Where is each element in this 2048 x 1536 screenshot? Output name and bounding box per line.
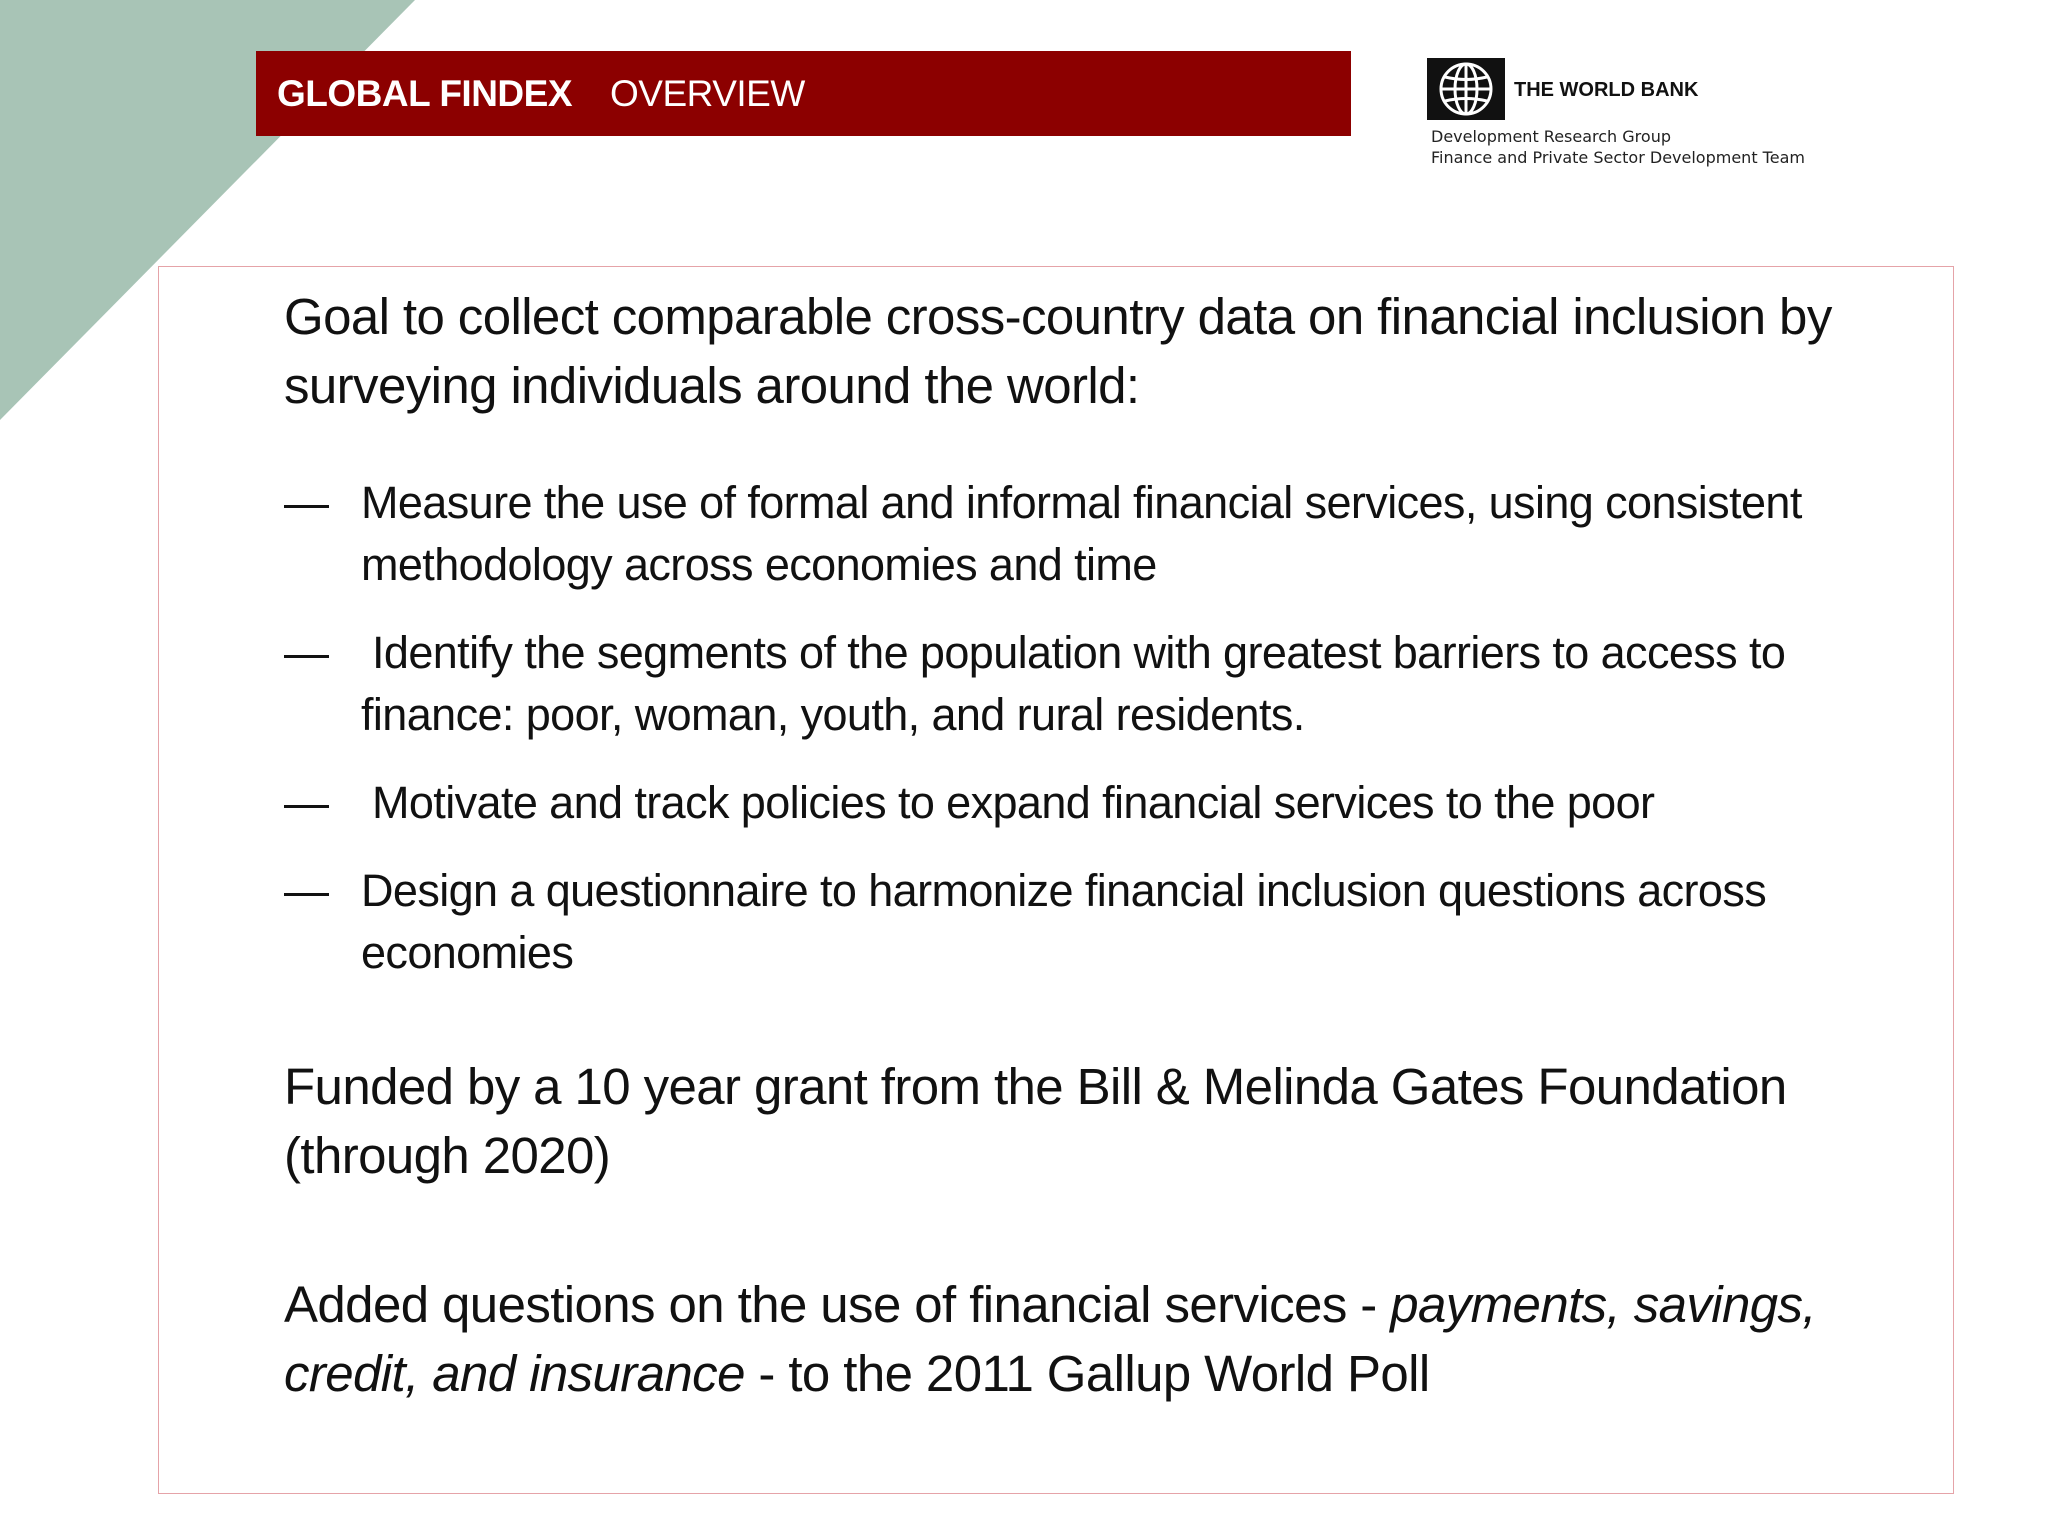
dash-marker: —: [284, 777, 329, 828]
bullet-list: [284, 472, 1924, 984]
title-bar: [256, 51, 1351, 136]
dash-marker: —: [284, 865, 329, 916]
list-item: [284, 772, 1924, 834]
list-item: [284, 622, 1924, 746]
bullet-text: Motivate and track policies to expand financial services to the poor: [372, 777, 1655, 828]
added-suffix: - to the 2011 Gallup World Poll: [744, 1345, 1430, 1402]
globe-icon: [1426, 57, 1506, 121]
dash-marker: —: [284, 627, 329, 678]
added-paragraph: [284, 1270, 1924, 1408]
added-italic: payments, savings, credit, and insurance: [284, 1276, 1816, 1402]
bullet-text: Identify the segments of the population with greatest barriers to access to finance: poor, woman, youth, and rural residents.: [361, 627, 1786, 740]
dash-marker: —: [284, 477, 329, 528]
goal-paragraph: Goal to collect comparable cross-country data on financial inclusion by surveying individuals around the world:: [284, 288, 1832, 414]
added-prefix: Added questions on the use of financial services -: [284, 1276, 1391, 1333]
bullet-text: Design a questionnaire to harmonize financial inclusion questions across economies: [361, 865, 1767, 978]
world-bank-logo: [1426, 57, 1846, 177]
list-item: [284, 472, 1924, 596]
list-item: [284, 860, 1924, 984]
slide-content: [284, 282, 1924, 1408]
title-sub: OVERVIEW: [610, 72, 805, 114]
logo-line-2: Finance and Private Sector Development Team: [1431, 148, 1805, 167]
logo-name: THE WORLD BANK: [1514, 79, 1699, 101]
title-strong: GLOBAL FINDEX: [277, 72, 572, 114]
bullet-text: Measure the use of formal and informal financial services, using consistent methodology across economies and time: [361, 477, 1802, 590]
logo-line-1: Development Research Group: [1431, 127, 1671, 146]
funded-paragraph: Funded by a 10 year grant from the Bill & Melinda Gates Foundation (through 2020): [284, 1058, 1787, 1184]
